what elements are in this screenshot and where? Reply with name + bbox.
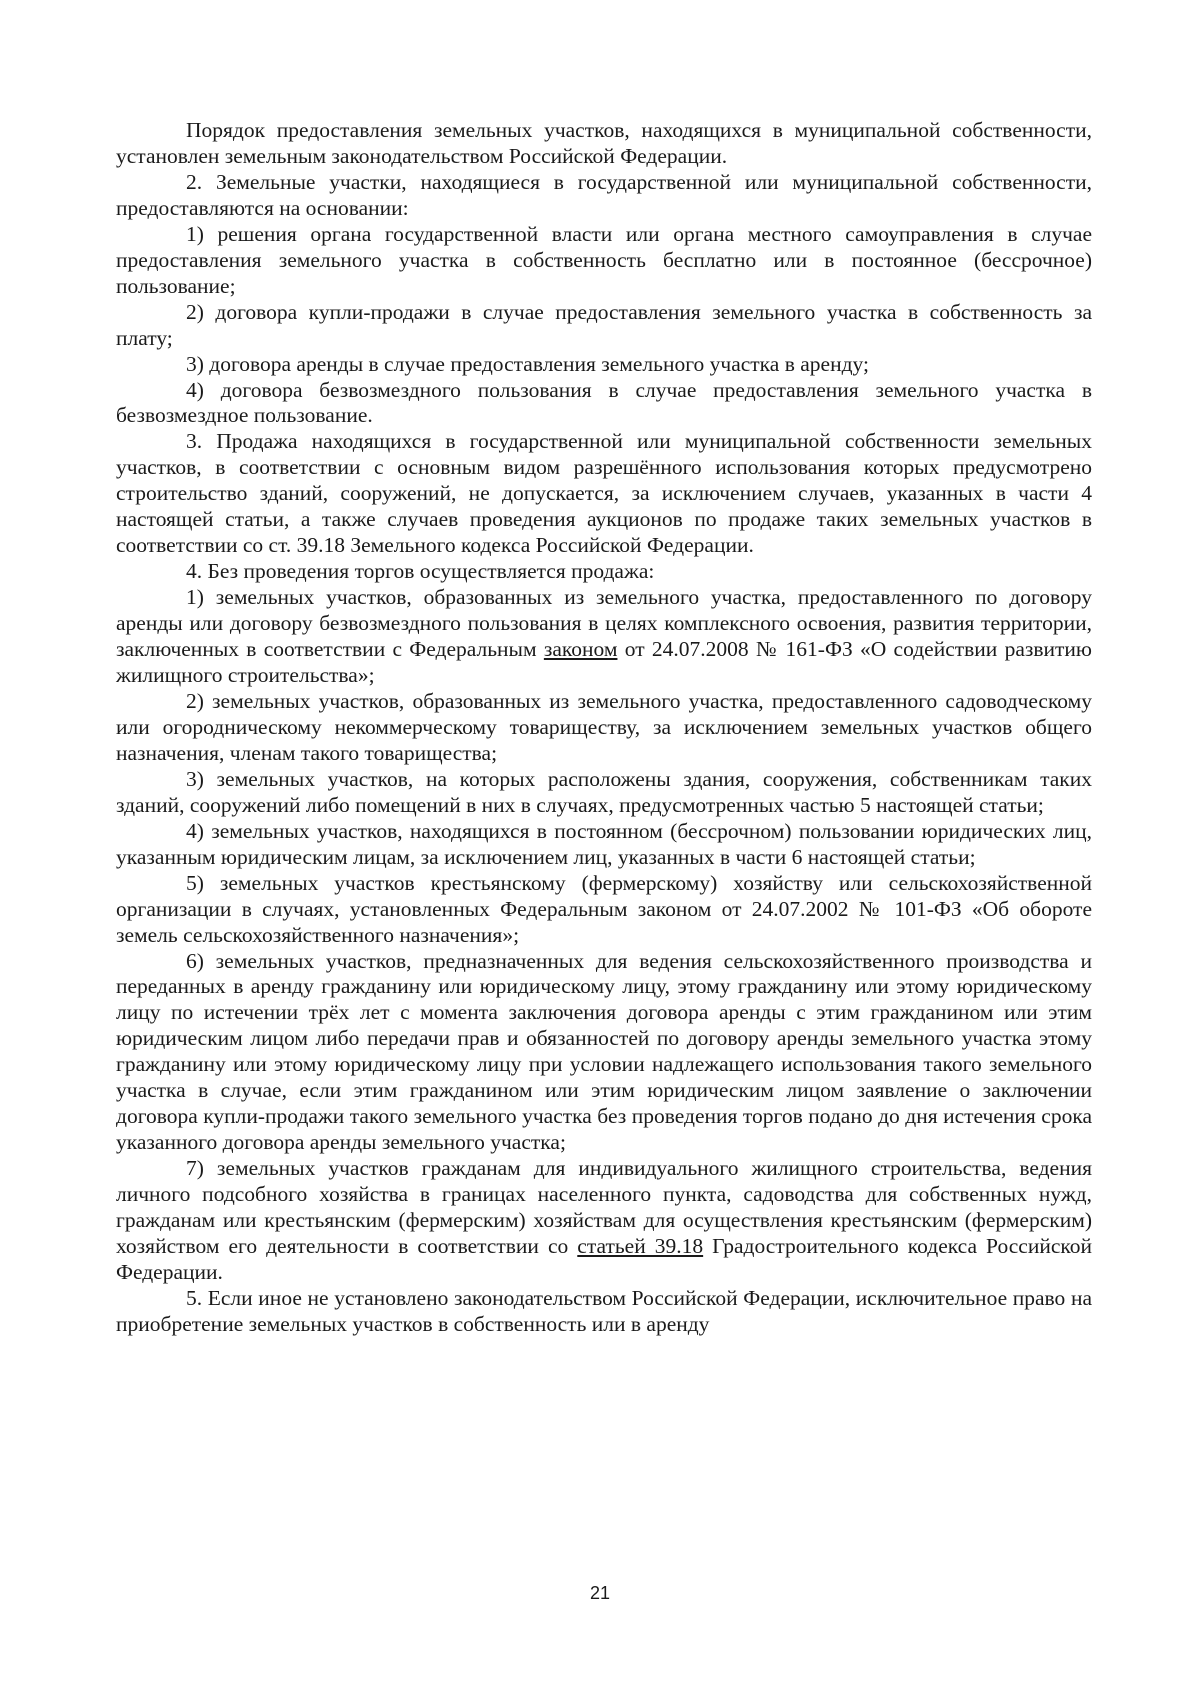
paragraph: 4. Без проведения торгов осуществляется продажа: xyxy=(186,559,655,584)
article-link[interactable]: статьей 39.18 xyxy=(577,1233,704,1258)
page-number: 21 xyxy=(589,1583,611,1603)
law-link[interactable]: законом xyxy=(543,637,618,662)
paragraph: 3) земельных участков, на которых расположены здания, сооружения, собственникам таких зданий, сооружений либо помещений в них в случаях, предусмотренных частью 5 настоящей статьи; xyxy=(116,766,1092,817)
paragraph-with-link xyxy=(116,585,1092,689)
paragraph: 3. Продажа находящихся в государственной или муниципальной собственности земельных участков, в соответствии с основным видом разрешённого использования которых предусмотрено строительство зданий, сооружений, не допускается, за исключением случаев, указанных в части 4 настоящей статьи, а также случаев проведения аукционов по продаже таких земельных участков в соответствии со ст. 39.18 Земельного кодекса Российской Федерации. xyxy=(116,429,1092,558)
paragraph: 2. Земельные участки, находящиеся в государственной или муниципальной собственности, предоставляются на основании: xyxy=(116,169,1092,220)
paragraph: 5) земельных участков крестьянскому (фермерскому) хозяйству или сельскохозяйственной организации в случаях, установленных Федеральным законом от 24.07.2002 № 101-ФЗ «Об обороте земель сельскохозяйственного назначения»; xyxy=(116,870,1092,947)
paragraph-text: Градостроительного кодекса Российской Федерации. xyxy=(116,1233,1092,1284)
paragraph-with-link xyxy=(116,1156,1092,1286)
paragraph-text: 7) земельных участков гражданам для индивидуального жилищного строительства, ведения личного подсобного хозяйства в границах населенного пункта, садоводства для собственных нужд, гражданам или крестьянским (фермерским) хозяйствам для осуществления крестьянским (фермерским) хозяйством его деятельности в соответствии со xyxy=(116,1156,1092,1258)
paragraph: 4) земельных участков, находящихся в постоянном (бессрочном) пользовании юридических лиц, указанным юридическим лицам, за исключением лиц, указанных в части 6 настоящей статьи; xyxy=(116,818,1092,869)
paragraph: 1) решения органа государственной власти или органа местного самоуправления в случае предоставления земельного участка в собственность бесплатно или в постоянное (бессрочное) пользование; xyxy=(116,221,1092,298)
paragraph: 2) земельных участков, образованных из земельного участка, предоставленного садоводческому или огородническому некоммерческому товариществу, за исключением земельных участков общего назначения, членам такого товарищества; xyxy=(116,688,1092,765)
paragraph: 3) договора аренды в случае предоставления земельного участка в аренду; xyxy=(186,351,869,376)
paragraph: Порядок предоставления земельных участков, находящихся в муниципальной собственности, установлен земельным законодательством Российской Федерации. xyxy=(116,118,1092,168)
paragraph: 2) договора купли-продажи в случае предоставления земельного участка в собственность за плату; xyxy=(116,299,1092,350)
paragraph: 4) договора безвозмездного пользования в случае предоставления земельного участка в безвозмездное пользование. xyxy=(116,377,1092,428)
paragraph: 6) земельных участков, предназначенных для ведения сельскохозяйственного производства и переданных в аренду гражданину или юридическому лицу, этому гражданину или этому юридическому лицу по истечении трёх лет с момента заключения договора аренды с этим гражданином или этим юридическим лицом либо передачи прав и обязанностей по договору аренды земельного участка этому гражданину или этому юридическому лицу при условии надлежащего использования такого земельного участка в случае, если этим гражданином или этим юридическим лицом заявление о заключении договора купли-продажи такого земельного участка без проведения торгов подано до дня истечения срока указанного договора аренды земельного участка; xyxy=(116,948,1092,1155)
paragraph-text: 1) земельных участков, образованных из земельного участка, предоставленного по договору аренды или договору безвозмездного пользования в целях комплексного освоения, развития территории, заключенных в соответствии с Федеральным xyxy=(116,585,1092,662)
paragraph: 5. Если иное не установлено законодательством Российской Федерации, исключительное право на приобретение земельных участков в собственность или в аренду xyxy=(116,1285,1092,1336)
paragraph-text: от 24.07.2008 № 161-ФЗ «О содействии развитию жилищного строительства»; xyxy=(116,637,1092,688)
body-text xyxy=(116,118,1092,1338)
